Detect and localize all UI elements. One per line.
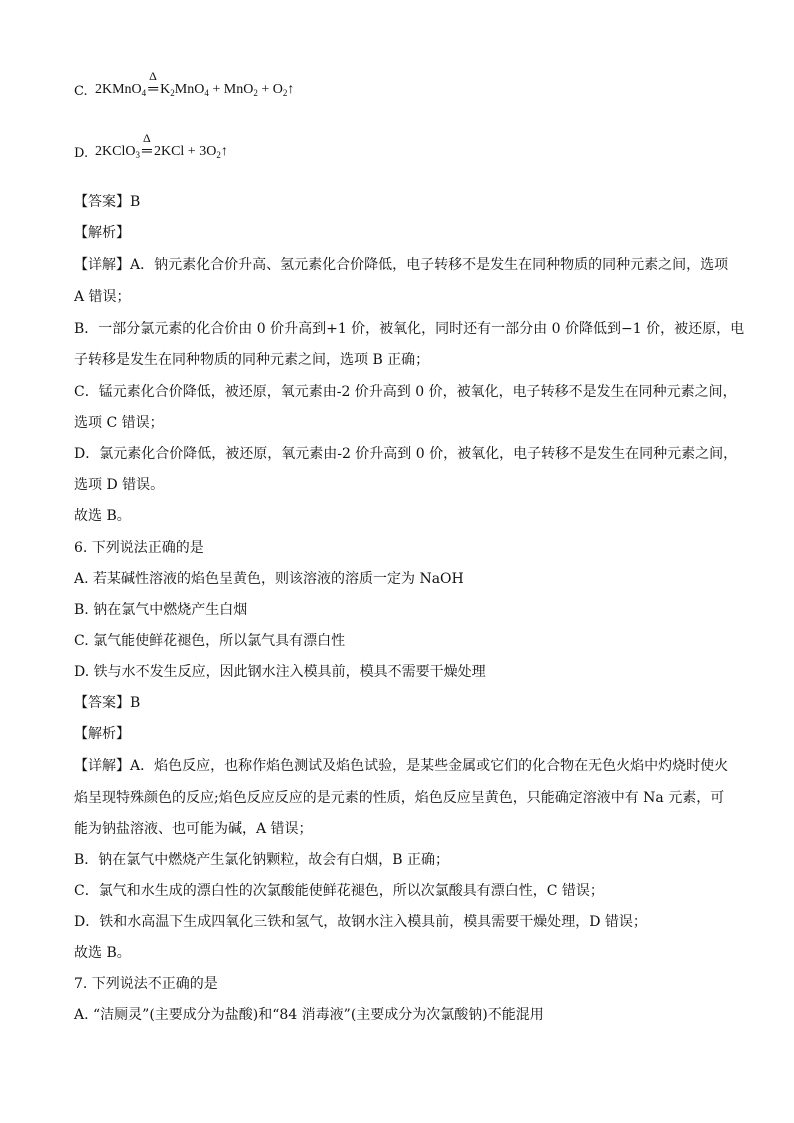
eq-c-reactant-sub: 4	[141, 88, 147, 98]
explanation-line: 焰呈现特殊颜色的反应;焰色反应反应的是元素的性质，焰色反应呈黄色，只能确定溶液中有 Na 元素，可	[74, 790, 725, 806]
option-d: D. 铁与水不发生反应，因此钢水注入模具前，模具不需要干燥处理	[74, 664, 486, 680]
eq-d-reactant: 2KClO	[95, 144, 136, 159]
eq-c-product2: MnO	[223, 82, 254, 97]
eq-d-product2: 3O	[199, 144, 217, 159]
explanation-line: 【详解】A．钠元素化合价升高、氢元素化合价降低，电子转移不是发生在同种物质的同种元素之间，选项	[74, 257, 729, 273]
option-c-label: C.	[74, 84, 88, 99]
plus-sign: +	[212, 82, 221, 97]
eq-d-equals	[140, 131, 154, 160]
explanation-line: C．锰元素化合价降低，被还原，氧元素由-2 价升高到 0 价，被氧化，电子转移不是发生在同种元素之间，	[74, 384, 737, 400]
explanation-line: 【详解】A．焰色反应，也称作焰色测试及焰色试验，是某些金属或它们的化合物在无色火焰中灼烧时使火	[74, 758, 729, 774]
eq-c-product1: K	[160, 82, 171, 97]
eq-c-equals	[146, 69, 160, 98]
eq-d-product1: 2KCl	[153, 144, 185, 159]
option-b: B. 钠在氯气中燃烧产生白烟	[74, 602, 248, 618]
eq-c-product1-mid: MnO	[174, 82, 205, 97]
question-title: 7. 下列说法不正确的是	[74, 976, 218, 992]
eq-c-product3-sub: 2	[282, 88, 288, 98]
eq-c-product3: O	[272, 82, 283, 97]
option-d-label: D.	[74, 146, 89, 161]
option-c: C. 氯气能使鲜花褪色，所以氯气具有漂白性	[74, 633, 346, 649]
explanation-line: D．氯元素化合价降低，被还原，氧元素由-2 价升高到 0 价，被氧化，电子转移不是发生在同种元素之间，	[74, 446, 738, 462]
up-arrow-icon: ↑	[287, 82, 295, 97]
explanation-line: 选项 D 错误。	[74, 477, 165, 493]
option-a: A. 若某碱性溶液的焰色呈黄色，则该溶液的溶质一定为 NaOH	[74, 571, 464, 587]
plus-sign: +	[261, 82, 270, 97]
answer-label-q6: 【答案】B	[74, 695, 141, 711]
explanation-line: B．钠在氯气中燃烧产生氯化钠颗粒，故会有白烟，B 正确；	[74, 852, 450, 868]
explanation-line: 能为钠盐溶液、也可能为碱，A 错误；	[74, 821, 313, 837]
explanation-line: B．一部分氯元素的化合价由 0 价升高到+1 价，被氧化，同时还有一部分由 0 价降低到−1 价，被还原，电	[74, 321, 745, 337]
explanation-line: 选项 C 错误；	[74, 415, 164, 431]
explanation-line: 子转移是发生在同种物质的同种元素之间，选项 B 正确；	[74, 352, 430, 368]
explanation-line: C．氯气和水生成的漂白性的次氯酸能使鲜花褪色，所以次氯酸具有漂白性，C 错误；	[74, 883, 604, 899]
up-arrow-icon: ↑	[220, 144, 228, 159]
eq-c-reactant: 2KMnO	[95, 82, 142, 97]
question-title: 6. 下列说法正确的是	[74, 540, 204, 556]
explanation-line: A 错误；	[74, 289, 131, 305]
plus-sign: +	[187, 144, 196, 159]
explanation-line: D．铁和水高温下生成四氧化三铁和氢气，故钢水注入模具前，模具需要干燥处理，D 错误；	[74, 914, 647, 930]
analysis-label-q5: 【解析】	[74, 225, 130, 241]
equals-sign: ═	[148, 82, 159, 97]
conclusion-line: 故选 B。	[74, 508, 131, 524]
equals-sign: ═	[141, 144, 152, 159]
analysis-label-q6: 【解析】	[74, 726, 130, 742]
conclusion-line: 故选 B。	[74, 945, 131, 961]
eq-c-product1-sub1: 2	[170, 88, 175, 98]
equation-c	[95, 69, 295, 98]
eq-d-product2-sub: 2	[216, 150, 221, 160]
eq-c-product1-sub2: 4	[204, 88, 209, 98]
equation-d	[95, 131, 228, 160]
option-a: A. “洁厕灵”(主要成分为盐酸)和“84 消毒液”(主要成分为次氯酸钠)不能混用	[74, 1007, 544, 1023]
delta-symbol: Δ	[142, 131, 151, 145]
delta-symbol: Δ	[149, 69, 157, 83]
answer-label-q5: 【答案】B	[74, 194, 141, 210]
eq-d-reactant-sub: 3	[135, 150, 140, 160]
eq-c-product2-sub: 2	[253, 88, 258, 98]
